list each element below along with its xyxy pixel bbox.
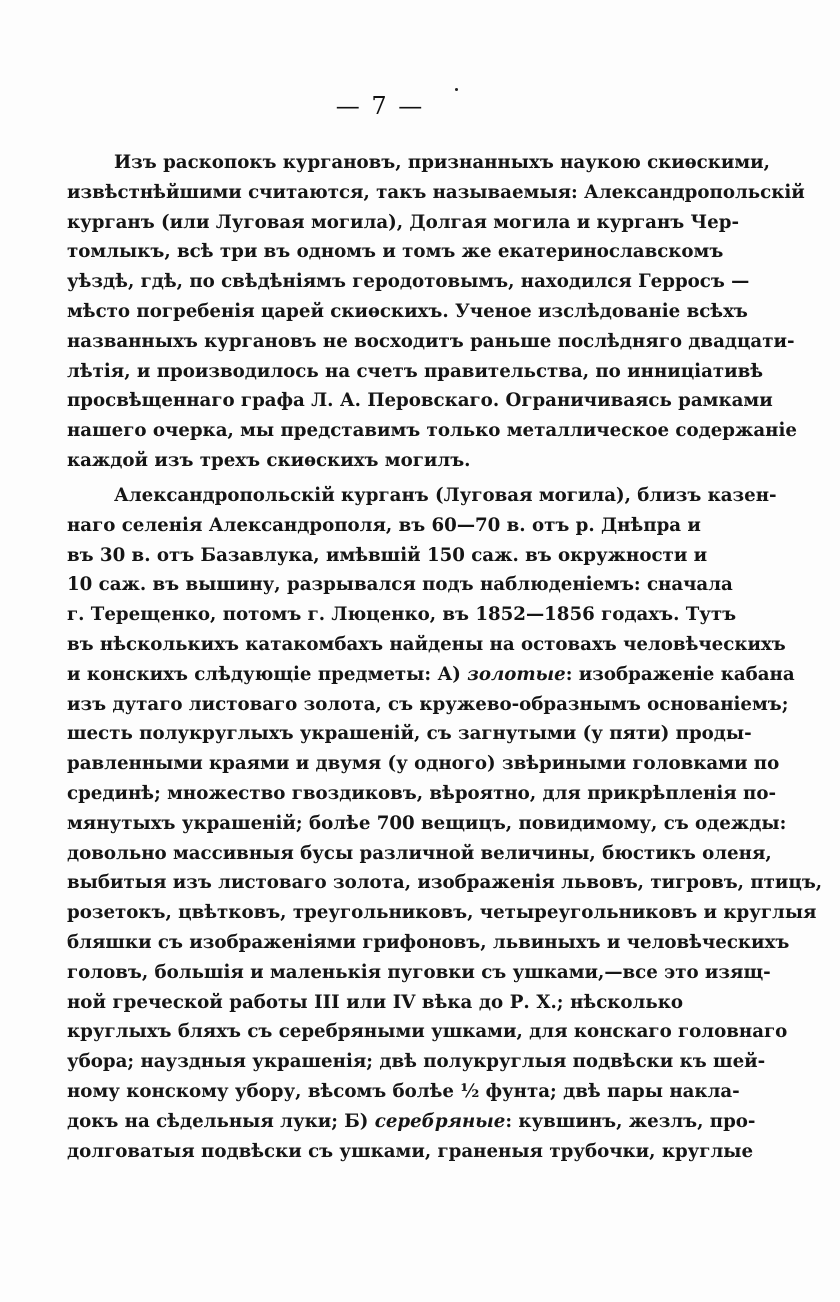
text-line: шесть полукруглыхъ украшеній, съ загнутыми (у пяти) проды-	[67, 723, 752, 745]
text-line: томлыкъ, всѣ три въ одномъ и томъ же екатеринославскомъ	[67, 241, 724, 263]
text-line	[67, 1107, 756, 1137]
text-line: выбитыя изъ листоваго золота, изображенія львовъ, тигровъ, птицъ,	[67, 872, 823, 894]
text-line: головъ, большія и маленькія пуговки съ ушками,—все это изящ-	[67, 961, 771, 983]
text-line: срединѣ; множество гвоздиковъ, вѣроятно, для прикрѣпленія по-	[67, 782, 777, 804]
text-segment: и конскихъ слѣдующіе предметы: А)	[67, 663, 468, 685]
text-line: уѣздѣ, гдѣ, по свѣдѣніямъ геродотовымъ, находился Герросъ —	[67, 271, 750, 293]
text-line: г. Терещенко, потомъ г. Люценко, въ 1852—1856 годахъ. Тутъ	[67, 604, 737, 626]
text-line: 10 саж. въ вышину, разрывался подъ наблюденіемъ: сначала	[67, 574, 733, 596]
text-line	[67, 660, 795, 690]
text-line: равленными краями и двумя (у одного) звѣриными головками по	[67, 753, 780, 775]
paragraph-kurgan-excavations	[67, 148, 805, 476]
text-line: бляшки съ изображеніями грифоновъ, львиныхъ и человѣческихъ	[67, 931, 790, 953]
text-line: розетокъ, цвѣтковъ, треугольниковъ, четыреугольниковъ и круглыя	[67, 902, 817, 924]
text-line: мѣсто погребенія царей скиѳскихъ. Ученое изслѣдованіе всѣхъ	[67, 300, 748, 322]
text-segment: : кувшинъ, жезлъ, про-	[505, 1110, 756, 1132]
text-line: ной греческой работы III или IV вѣка до Р. Х.; нѣсколько	[67, 991, 683, 1013]
paragraph-alexandropol-kurgan	[67, 481, 823, 1166]
text-line: довольно массивныя бусы различной величины, бюстикъ оленя,	[67, 842, 772, 864]
italic-term-silver: серебряные	[374, 1110, 506, 1132]
ink-speck	[455, 88, 458, 91]
text-line: наго селенія Александрополя, въ 60—70 в. отъ р. Днѣпра и	[67, 514, 701, 536]
text-line: круглыхъ бляхъ съ серебряными ушками, для конскаго головнаго	[67, 1021, 788, 1043]
text-line: долговатыя подвѣски съ ушками, граненыя трубочки, круглые	[67, 1140, 754, 1162]
text-line: изъ дутаго листоваго золота, съ кружево-образнымъ основаніемъ;	[67, 693, 789, 715]
text-segment: : изображеніе кабана	[565, 663, 795, 685]
text-line: Изъ раскопокъ кургановъ, признанныхъ наукою скиѳскими,	[114, 152, 770, 173]
text-line: каждой изъ трехъ скиѳскихъ могилъ.	[67, 449, 471, 471]
text-line: въ 30 в. отъ Базавлука, имѣвшій 150 саж. въ окружности и	[67, 544, 708, 566]
italic-term-golden: золотые	[467, 663, 566, 685]
text-line: просвѣщеннаго графа Л. А. Перовскаго. Ограничиваясь рамками	[67, 390, 773, 412]
text-line: Александропольскій курганъ (Луговая могила), близъ казен-	[114, 485, 777, 506]
text-line: ному конскому убору, вѣсомъ болѣе ½ фунта; двѣ пары накла-	[67, 1080, 740, 1102]
text-line: названныхъ кургановъ не восходитъ раньше послѣдняго двадцати-	[67, 330, 795, 352]
page-number: — 7 —	[335, 92, 425, 120]
text-line: курганъ (или Луговая могила), Долгая могила и курганъ Чер-	[67, 211, 740, 233]
text-segment: докъ на сѣдельныя луки; Б)	[67, 1110, 375, 1132]
text-line: въ нѣсколькихъ катакомбахъ найдены на остовахъ человѣческихъ	[67, 633, 786, 655]
text-line: лѣтія, и производилось на счетъ правительства, по инниціативѣ	[67, 360, 764, 382]
text-line: мянутыхъ украшеній; болѣе 700 вещицъ, повидимому, съ одежды:	[67, 812, 787, 834]
text-line: извѣстнѣйшими считаются, такъ называемыя: Александропольскій	[67, 181, 805, 203]
text-line: нашего очерка, мы представимъ только металлическое содержаніе	[67, 420, 797, 442]
text-line: убора; науздныя украшенія; двѣ полукруглыя подвѣски къ шей-	[67, 1051, 766, 1073]
